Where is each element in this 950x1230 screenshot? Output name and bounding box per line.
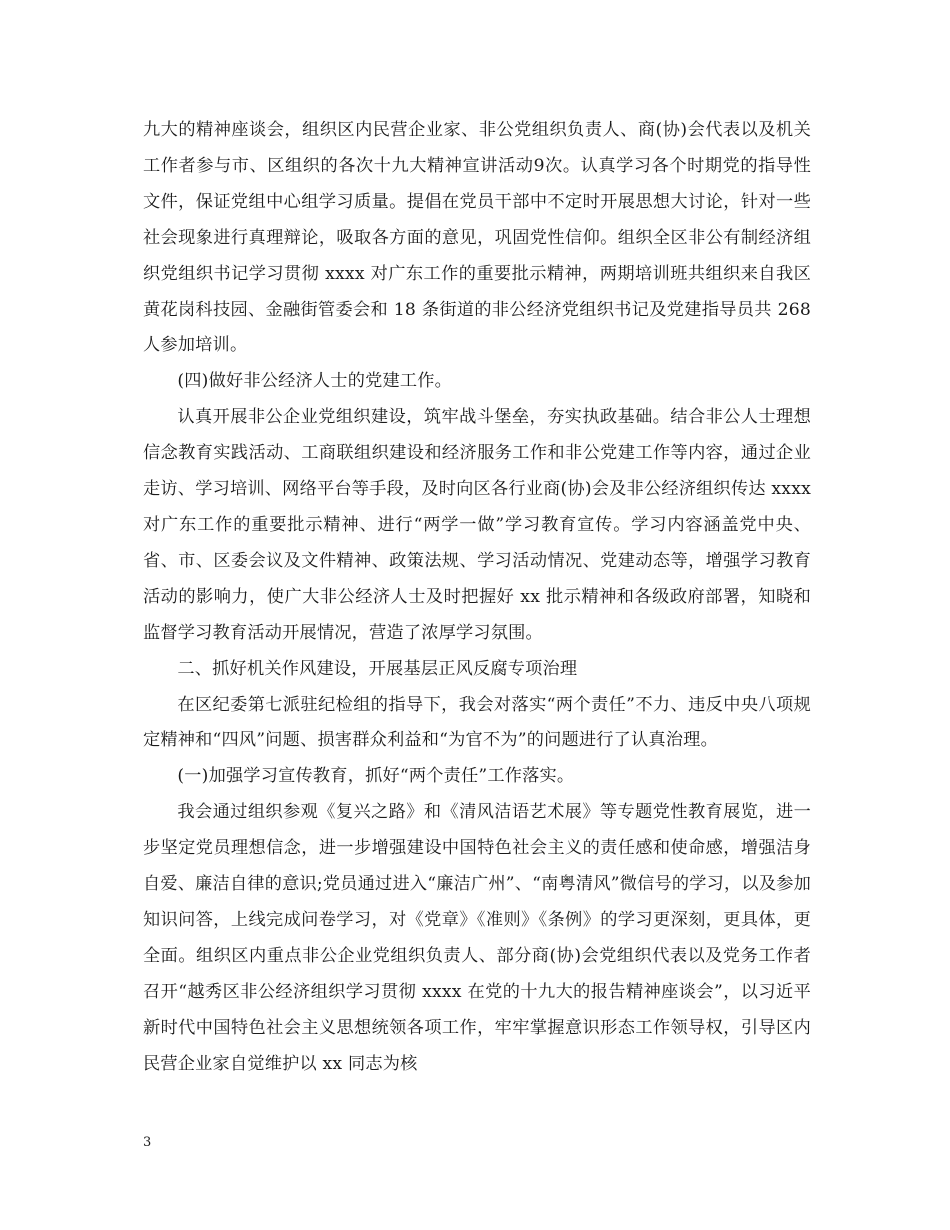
page-number: 3	[143, 1135, 152, 1150]
paragraph-7: 我会通过组织参观《复兴之路》和《清风洁语艺术展》等专题党性教育展览，进一步坚定党员理想信念，进一步增强建设中国特色社会主义的责任感和使命感，增强洁身自爱、廉洁自律的意识;党员通过进入“廉洁广州”、“南粤清风”微信号的学习，以及参加知识问答，上线完成问卷学习，对《党章》《准则》《条例》的学习更深刻，更具体，更全面。组织区内重点非公企业党组织负责人、部分商(协)会党组织代表以及党务工作者召开“越秀区非公经济组织学习贯彻 xxxx 在党的十九大的报告精神座谈会”，以习近平新时代中国特色社会主义思想统领各项工作，牢牢掌握意识形态工作领导权，引导区内民营企业家自觉维护以 xx 同志为核	[143, 802, 811, 1074]
document-body	[143, 113, 811, 1082]
paragraph-3: 认真开展非公企业党组织建设，筑牢战斗堡垒，夯实执政基础。结合非公人士理想信念教育实践活动、工商联组织建设和经济服务工作和非公党建工作等内容，通过企业走访、学习培训、网络平台等手段，及时向区各行业商(协)会及非公经济组织传达 xxxx 对广东工作的重要批示精神、进行“两学一做”学习教育宣传。学习内容涵盖党中央、省、市、区委会议及文件精神、政策法规、学习活动情况、党建动态等，增强学习教育活动的影响力，使广大非公经济人士及时把握好 xx 批示精神和各级政府部署，知晓和监督学习教育活动开展情况，营造了浓厚学习氛围。	[143, 407, 811, 643]
section-heading-1: (一)加强学习宣传教育，抓好“两个责任”工作落实。	[177, 766, 575, 787]
chapter-heading-2: 二、抓好机关作风建设，开展基层正风反腐专项治理	[177, 658, 578, 679]
paragraph-5: 在区纪委第七派驻纪检组的指导下，我会对落实“两个责任”不力、违反中央八项规定精神和“四风”问题、损害群众利益和“为官不为”的问题进行了认真治理。	[143, 694, 811, 751]
section-heading-4: (四)做好非公经济人士的党建工作。	[177, 371, 453, 392]
paragraph-1: 九大的精神座谈会，组织区内民营企业家、非公党组织负责人、商(协)会代表以及机关工作者参与市、区组织的各次十九大精神宣讲活动9次。认真学习各个时期党的指导性文件，保证党组中心组学习质量。提倡在党员干部中不定时开展思想大讨论，针对一些社会现象进行真理辩论，吸取各方面的意见，巩固党性信仰。组织全区非公有制经济组织党组织书记学习贯彻 xxxx 对广东工作的重要批示精神，两期培训班共组织来自我区黄花岗科技园、金融街管委会和 18 条街道的非公经济党组织书记及党建指导员共 268 人参加培训。	[143, 120, 811, 356]
